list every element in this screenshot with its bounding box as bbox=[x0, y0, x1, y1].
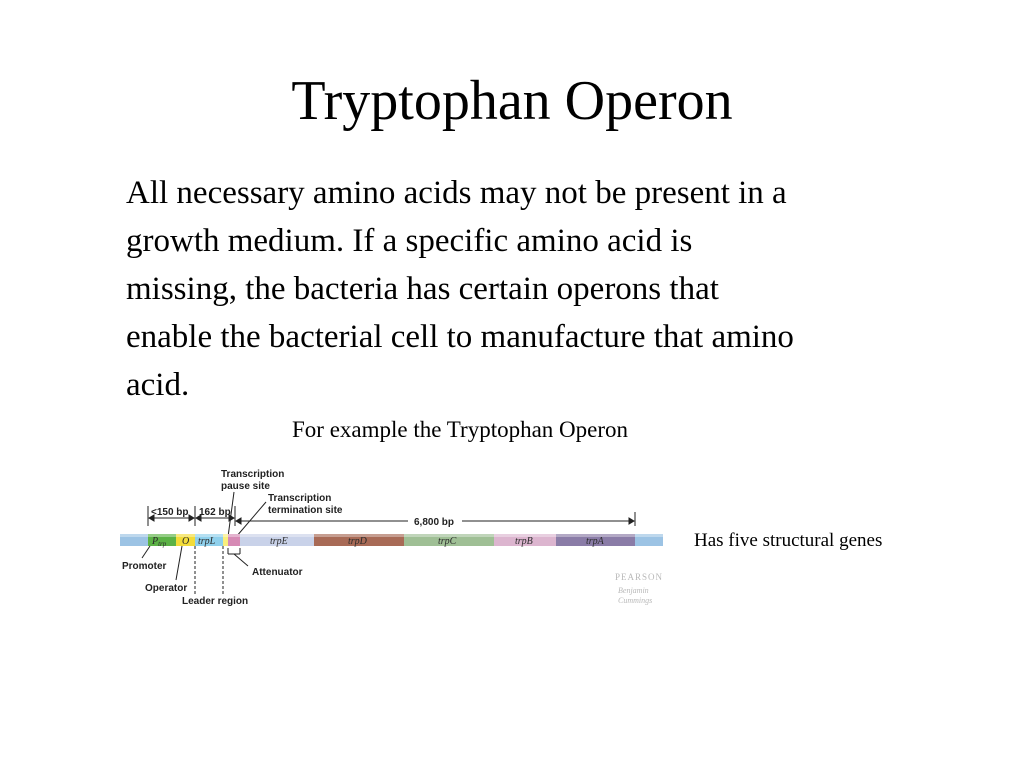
promoter-symbol: $P_{trp}$ bbox=[152, 536, 167, 548]
body-line: missing, the bacteria has certain operons that bbox=[126, 271, 719, 307]
dimension-promoter-operator: <150 bp bbox=[151, 507, 189, 518]
body-line: enable the bacterial cell to manufacture that amino bbox=[126, 319, 794, 355]
slide-title: Tryptophan Operon bbox=[291, 70, 733, 132]
termination-site-label-1: Transcription bbox=[268, 493, 332, 504]
dimension-structural: 6,800 bp bbox=[414, 517, 455, 528]
body-line: growth medium. If a specific amino acid is bbox=[126, 223, 693, 259]
trpE-label: trpE bbox=[270, 536, 288, 547]
trpB-label: trpB bbox=[515, 536, 533, 547]
operator-label: Operator bbox=[145, 583, 188, 594]
leader-region-label: Leader region bbox=[182, 596, 249, 607]
operator-symbol: O bbox=[182, 536, 190, 547]
trpA-label: trpA bbox=[586, 536, 604, 547]
pause-site-label-1: Transcription bbox=[221, 469, 285, 480]
body-paragraph bbox=[126, 169, 966, 409]
operon-figure bbox=[110, 462, 670, 612]
pause-site-label-2: pause site bbox=[221, 481, 270, 492]
publisher-logo-text: PEARSON bbox=[615, 572, 664, 582]
termination-site-label-2: termination site bbox=[268, 505, 343, 516]
promoter-label: Promoter bbox=[122, 561, 167, 572]
structural-genes-note: Has five structural genes bbox=[694, 530, 883, 551]
trp-operon-diagram bbox=[110, 462, 670, 617]
example-caption: For example the Tryptophan Operon bbox=[292, 417, 629, 442]
imprint-line-1: Benjamin bbox=[618, 586, 649, 595]
trpC-label: trpC bbox=[438, 536, 457, 547]
attenuator-label: Attenuator bbox=[252, 567, 303, 578]
trpD-label: trpD bbox=[348, 536, 367, 547]
dimension-leader: 162 bp bbox=[199, 507, 231, 518]
imprint-line-2: Cummings bbox=[618, 596, 653, 605]
body-line: All necessary amino acids may not be present in a bbox=[126, 175, 787, 211]
body-line: acid. bbox=[126, 367, 190, 403]
trpL-label: trpL bbox=[198, 536, 216, 547]
